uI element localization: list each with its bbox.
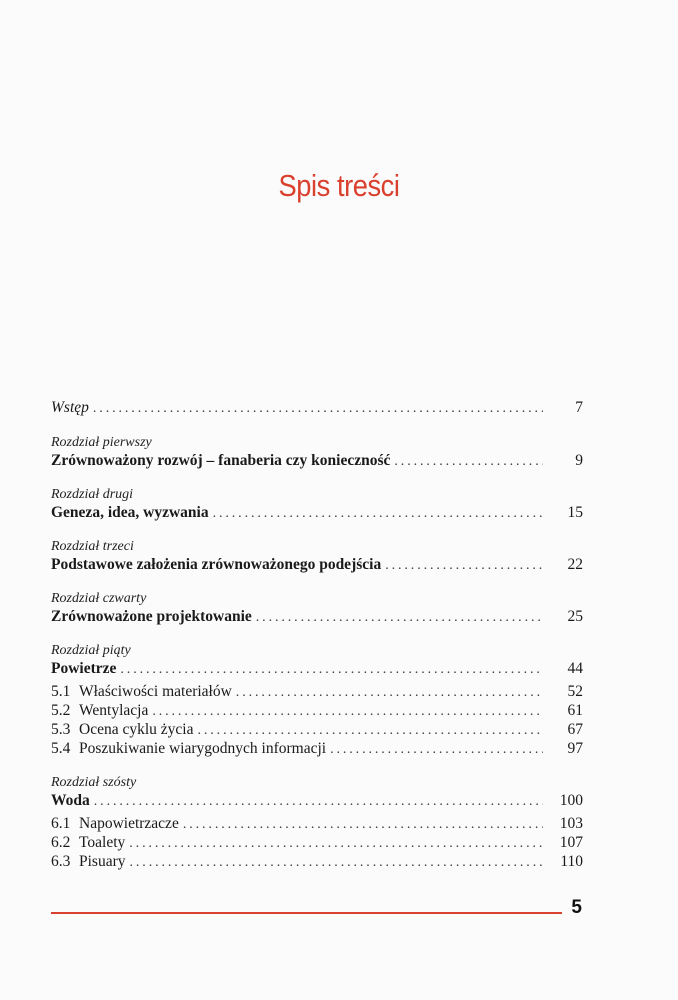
toc-subentry[interactable] — [51, 833, 583, 852]
toc-entry-chapter-4[interactable] — [51, 607, 583, 626]
entry-page: 110 — [560, 853, 583, 870]
toc-subentry[interactable] — [51, 720, 583, 739]
entry-page: 67 — [567, 721, 583, 738]
dot-leader — [94, 792, 543, 810]
dot-leader — [152, 702, 543, 720]
dot-leader — [183, 815, 543, 833]
entry-label: Powietrze — [51, 660, 117, 677]
dot-leader — [256, 608, 543, 626]
chapter-label: Rozdział czwarty — [51, 591, 147, 606]
page-title: Spis treści — [278, 168, 400, 203]
subentry-number: 5.3 — [51, 721, 71, 738]
entry-page: 22 — [567, 556, 583, 573]
toc-subentry[interactable] — [51, 852, 583, 871]
dot-leader — [93, 399, 543, 417]
subentry-label: Pisuary — [79, 853, 126, 870]
subentry-number: 6.2 — [51, 834, 71, 851]
dot-leader — [330, 740, 543, 758]
entry-page: 107 — [559, 834, 583, 851]
table-of-contents — [51, 398, 583, 871]
subentry-number: 5.2 — [51, 702, 71, 719]
chapter-label: Rozdział piąty — [51, 643, 131, 658]
entry-page: 61 — [567, 702, 583, 719]
entry-page: 15 — [567, 504, 583, 521]
subentry-number: 6.1 — [51, 815, 71, 832]
footer-rule — [51, 912, 562, 914]
subentry-number: 5.4 — [51, 740, 71, 757]
toc-entry-chapter-1[interactable] — [51, 451, 583, 470]
chapter-label: Rozdział pierwszy — [51, 435, 152, 450]
entry-page: 97 — [567, 740, 583, 757]
dot-leader — [129, 834, 543, 852]
entry-label: Zrównoważone projektowanie — [51, 608, 252, 625]
entry-label: Podstawowe założenia zrównoważonego podejścia — [51, 556, 382, 573]
entry-page: 52 — [567, 683, 583, 700]
entry-page: 103 — [559, 815, 583, 832]
entry-label: Zrównoważony rozwój – fanaberia czy konieczność — [51, 452, 391, 469]
dot-leader — [236, 683, 543, 701]
toc-entry-chapter-5[interactable] — [51, 659, 583, 678]
dot-leader — [213, 504, 543, 522]
entry-label: Wstęp — [51, 399, 89, 416]
subentry-label: Ocena cyklu życia — [79, 721, 194, 738]
subentry-label: Poszukiwanie wiarygodnych informacji — [79, 740, 327, 757]
toc-entry-chapter-2[interactable] — [51, 503, 583, 522]
entry-page: 9 — [575, 452, 583, 469]
entry-label: Geneza, idea, wyzwania — [51, 504, 209, 521]
dot-leader — [197, 721, 543, 739]
subentry-label: Właściwości materiałów — [79, 683, 232, 700]
page-number: 5 — [571, 897, 582, 918]
toc-subentry[interactable] — [51, 814, 583, 833]
dot-leader — [385, 556, 543, 574]
toc-entry-chapter-6[interactable] — [51, 791, 583, 810]
toc-subentry[interactable] — [51, 701, 583, 720]
dot-leader — [394, 452, 543, 470]
entry-page: 25 — [567, 608, 583, 625]
toc-entry-chapter-3[interactable] — [51, 555, 583, 574]
dot-leader — [120, 660, 543, 678]
toc-entry-wstep[interactable] — [51, 398, 583, 417]
chapter-label: Rozdział drugi — [51, 487, 134, 502]
entry-label: Woda — [51, 792, 90, 809]
subentry-label: Toalety — [79, 834, 126, 851]
chapter-label: Rozdział trzeci — [51, 539, 134, 554]
chapter-label: Rozdział szósty — [51, 775, 137, 790]
toc-subentry[interactable] — [51, 682, 583, 701]
entry-page: 100 — [559, 792, 583, 809]
toc-subentry[interactable] — [51, 739, 583, 758]
entry-page: 44 — [567, 660, 583, 677]
subentry-number: 5.1 — [51, 683, 71, 700]
subentry-number: 6.3 — [51, 853, 71, 870]
subentry-label: Napowietrzacze — [79, 815, 179, 832]
subentry-label: Wentylacja — [79, 702, 149, 719]
dot-leader — [130, 853, 544, 871]
entry-page: 7 — [575, 399, 583, 416]
